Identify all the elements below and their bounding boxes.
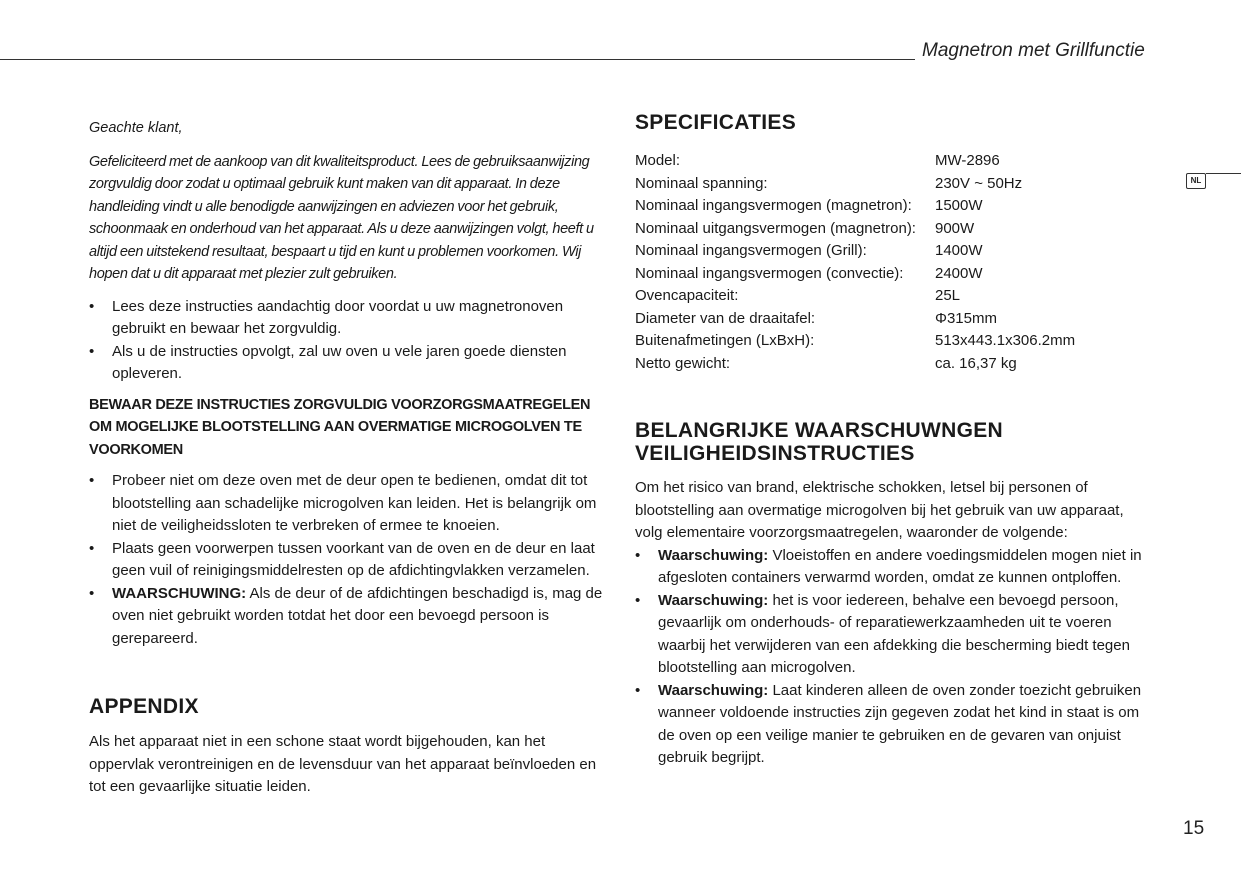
header-rule — [0, 59, 915, 60]
language-tab-rule — [1206, 173, 1241, 174]
table-row — [635, 285, 1075, 308]
left-column — [89, 117, 609, 799]
spec-label: Diameter van de draaitafel: — [635, 309, 816, 327]
table-row — [635, 308, 1075, 331]
table-row — [635, 195, 1075, 218]
list-item — [89, 583, 609, 651]
intro-paragraph: Gefeliciteerd met de aankoop van dit kwaliteitsproduct. Lees de gebruiksaanwijzing zorgvuldig door zodat u optimaal gebruik kunt maken van dit apparaat. In deze handleiding vindt u alle benodigde aanwijzingen en adviezen voor het gebruik, schoonmaak en onderhoud van het apparaat. Als u deze aanwijzingen volgt, heeft u altijd een uitstekend resultaat, bespaart u tijd en kunt u problemen voorkomen. Wij hopen dat u dit apparaat met plezier zult gebruiken. — [89, 153, 594, 282]
spec-label: Nominaal ingangsvermogen (magnetron): — [635, 197, 912, 214]
specifications-table — [635, 150, 1075, 375]
list-item: • Lees deze instructies aandachtig door voordat u uw magnetronoven gebruikt en bewaar het zorgvuldig. — [89, 296, 609, 341]
usage-bullet-list — [89, 296, 609, 386]
table-row — [635, 173, 1075, 196]
spec-value: 230V ~ 50Hz — [935, 174, 1023, 192]
spec-value: 1400W — [935, 242, 983, 259]
precautions-heading: BEWAAR DEZE INSTRUCTIES ZORGVULDIG VOORZORGSMAATREGELEN OM MOGELIJKE BLOOTSTELLING AAN OVERMATIGE MICROGOLVEN TE VOORKOMEN — [89, 396, 591, 458]
spec-value: 900W — [935, 219, 975, 237]
list-item: • Plaats geen voorwerpen tussen voorkant van de oven en de deur en laat geen vuil of reinigingsmiddelresten op de afdichtingvlakken verzamelen. — [89, 538, 609, 583]
language-tab: NL — [1186, 173, 1206, 189]
warning-text: Laat kinderen alleen de oven zonder toezicht gebruiken wanneer voldoende instructies zijn gegeven zodat het kind in staat is om de oven op een veilige manier te gebruiken en de gevaren van onjuist gebruik begrijpt. — [658, 681, 1142, 766]
warning-label: Waarschuwing: — [658, 681, 769, 699]
spec-value: 1500W — [935, 197, 983, 214]
warning-text: Als de deur of de afdichtingen beschadigd is, mag de oven niet gebruikt worden totdat het door een bevoegd persoon is gerepareerd. — [112, 584, 603, 647]
spec-label: Ovencapaciteit: — [635, 287, 739, 304]
table-row — [635, 353, 1075, 376]
safety-intro: Om het risico van brand, elektrische schokken, letsel bij personen of blootstelling aan overmatige microgolven bij het gebruik van uw apparaat, volg elementaire voorzorgsmaatregelen, waaronder de volgende: — [635, 479, 1124, 541]
page-number: 15 — [1183, 818, 1205, 839]
document-title: Magnetron met Grillfunctie — [922, 40, 1145, 61]
spec-label: Nominaal ingangsvermogen (Grill): — [635, 242, 867, 259]
spec-value: 2400W — [935, 264, 983, 282]
precautions-bullet-list — [89, 470, 609, 650]
safety-warnings-heading — [635, 420, 1155, 465]
spec-value: 513x443.1x306.2mm — [935, 332, 1076, 349]
warning-label: Waarschuwing: — [658, 546, 769, 564]
spec-value: 25L — [935, 287, 961, 304]
table-row — [635, 263, 1075, 286]
greeting: Geachte klant, — [89, 120, 183, 136]
list-item: • Als u de instructies opvolgt, zal uw oven u vele jaren goede diensten opleveren. — [89, 341, 609, 386]
spec-label: Nominaal spanning: — [635, 174, 768, 192]
spec-label: Nominaal uitgangsvermogen (magnetron): — [635, 219, 916, 237]
appendix-heading: APPENDIX — [89, 695, 199, 718]
spec-label: Model: — [635, 152, 681, 169]
spec-value: MW-2896 — [935, 152, 1000, 169]
warning-text: Vloeistoffen en andere voedingsmiddelen mogen niet in afgesloten containers verwarmd worden, omdat ze kunnen ontploffen. — [658, 546, 1142, 586]
spec-label: Buitenafmetingen (LxBxH): — [635, 332, 815, 349]
warning-label: Waarschuwing: — [658, 591, 769, 609]
list-item — [635, 590, 1155, 680]
spec-value: Φ315mm — [935, 309, 997, 327]
list-item — [635, 680, 1155, 770]
table-row — [635, 150, 1075, 173]
safety-warnings-heading-line2: VEILIGHEIDSINSTRUCTIES — [635, 441, 915, 465]
right-column — [635, 112, 1155, 770]
appendix-text: Als het apparaat niet in een schone staat wordt bijgehouden, kan het oppervlak verontreinigen en de levensduur van het apparaat beïnvloeden en tot een gevaarlijke situatie leiden. — [89, 733, 597, 795]
table-row — [635, 218, 1075, 241]
table-row — [635, 240, 1075, 263]
spec-label: Nominaal ingangsvermogen (convectie): — [635, 264, 904, 282]
spec-label: Netto gewicht: — [635, 354, 731, 372]
warning-label: WAARSCHUWING: — [112, 584, 247, 602]
warning-text: het is voor iedereen, behalve een bevoegd persoon, gevaarlijk om onderhouds- of reparatiewerkzaamheden uit te voeren waarbij het verwijderen van een afdekking die bescherming biedt tegen blootstelling aan microgolven. — [658, 591, 1130, 676]
list-item: • Probeer niet om deze oven met de deur open te bedienen, omdat dit tot blootstelling aan schadelijke microgolven kan leiden. Het is belangrijk om niet de veiligheidssloten te verbreken of ermee te knoeien. — [89, 470, 609, 538]
spec-value: ca. 16,37 kg — [935, 354, 1017, 372]
warnings-bullet-list — [635, 545, 1155, 770]
specifications-heading: SPECIFICATIES — [635, 111, 797, 134]
list-item — [635, 545, 1155, 590]
safety-warnings-heading-line1: BELANGRIJKE WAARSCHUWNGEN — [635, 419, 1004, 442]
table-row — [635, 330, 1075, 353]
